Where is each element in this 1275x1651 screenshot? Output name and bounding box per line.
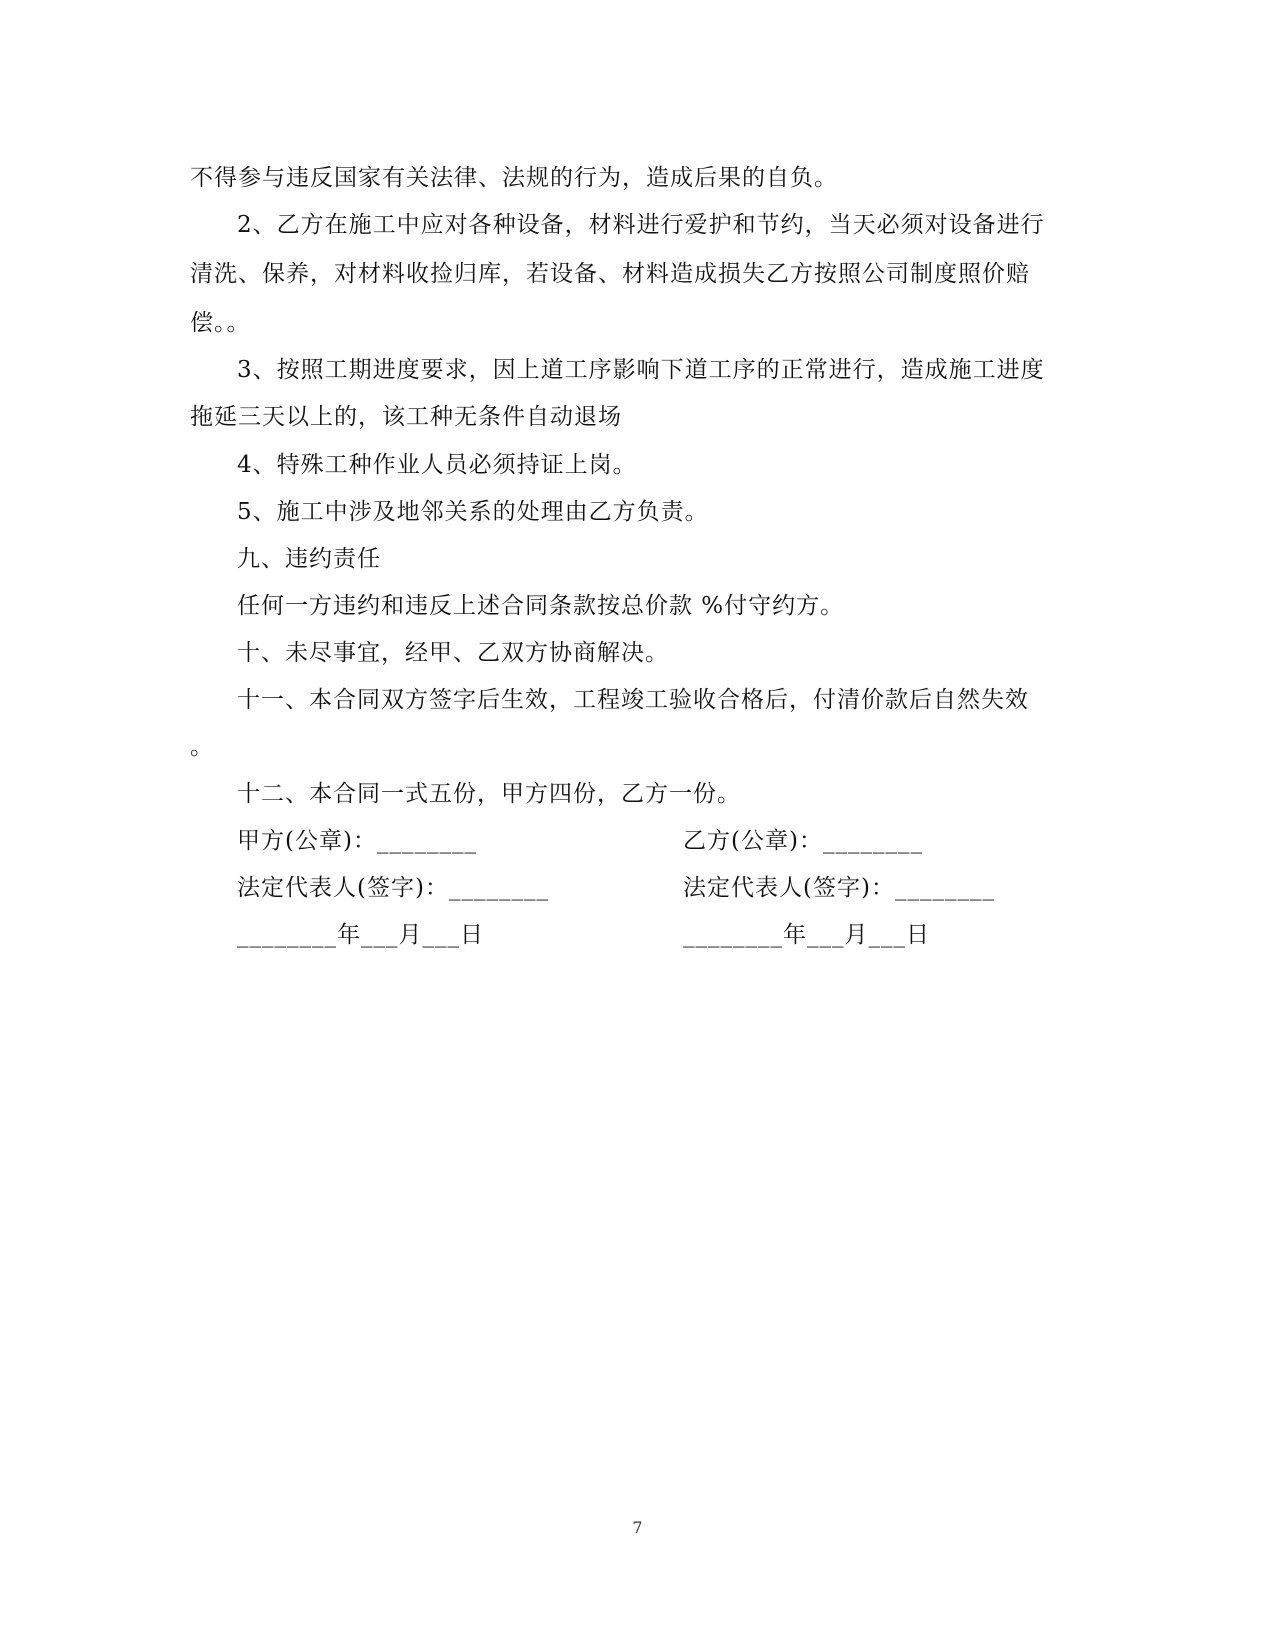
paragraph-line: 十二、本合同一式五份，甲方四份，乙方一份。 [237,781,741,807]
paragraph-line: 拖延三天以上的，该工种无条件自动退场 [190,404,622,430]
paragraph-line: 偿。。 [190,310,251,336]
party-a-representative-field: 法定代表人(签字)：________ [237,875,549,901]
party-a-seal-field: 甲方(公章)：________ [237,828,477,854]
paragraph-line: 2、乙方在施工中应对各种设备，材料进行爱护和节约，当天必须对设备进行 [237,212,1045,238]
party-b-representative-field: 法定代表人(签字)：________ [683,875,995,901]
party-a-date-field: ________年___月___日 [237,922,484,948]
section-heading: 九、违约责任 [237,546,381,572]
paragraph-line: 3、按照工期进度要求，因上道工序影响下道工序的正常进行，造成施工进度 [237,357,1045,383]
paragraph-line: 4、特殊工种作业人员必须持证上岗。 [237,452,637,478]
page-number: 7 [632,1518,643,1537]
paragraph-line: 5、施工中涉及地邻关系的处理由乙方负责。 [237,499,709,525]
paragraph-line: 十一、本合同双方签字后生效，工程竣工验收合格后，付清价款后自然失效 [237,687,1029,713]
paragraph-line: 十、未尽事宜，经甲、乙双方协商解决。 [237,640,669,666]
paragraph-line: 。 [190,734,214,760]
party-b-date-field: ________年___月___日 [683,922,930,948]
party-b-seal-field: 乙方(公章)：________ [683,828,923,854]
paragraph-line: 不得参与违反国家有关法律、法规的行为，造成后果的自负。 [190,165,838,191]
paragraph-line: 任何一方违约和违反上述合同条款按总价款 %付守约方。 [237,593,845,619]
paragraph-line: 清洗、保养，对材料收捡归库，若设备、材料造成损失乙方按照公司制度照价赔 [190,261,1030,287]
